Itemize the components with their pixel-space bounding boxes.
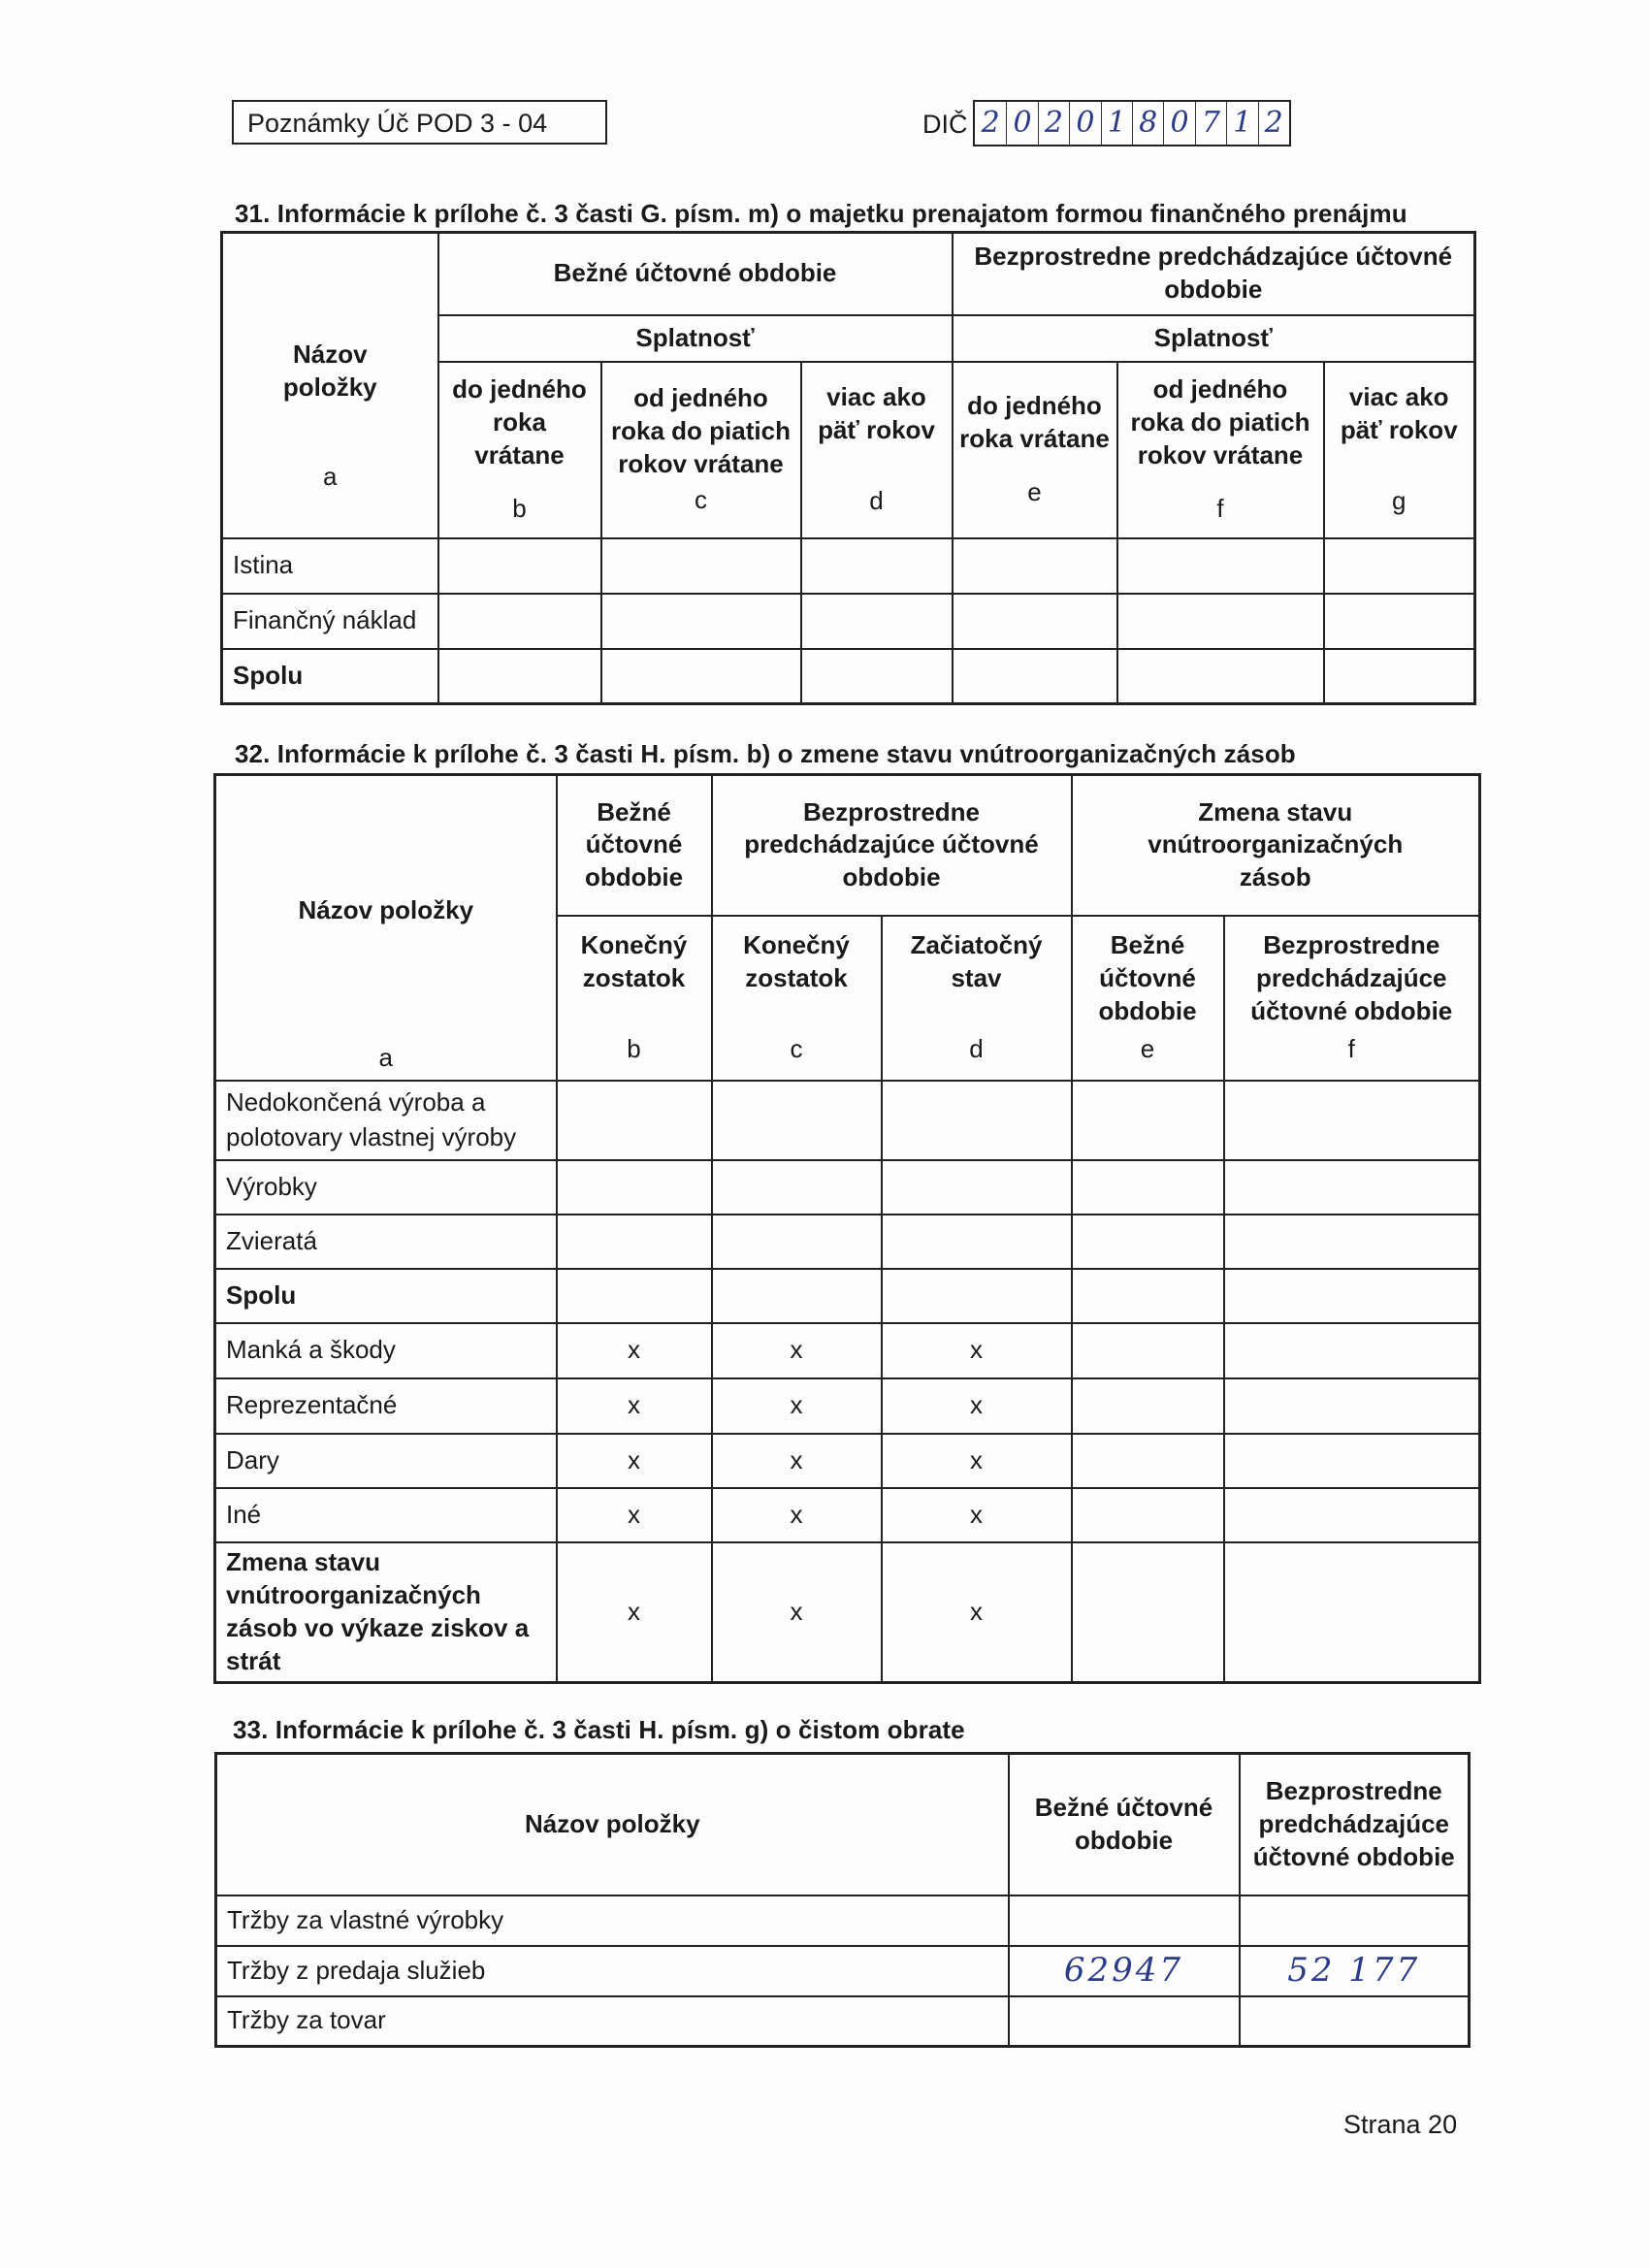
s31-letter-d: d	[869, 486, 884, 516]
table-cell: x	[712, 1323, 882, 1378]
table-cell	[438, 649, 601, 704]
s32-subcol-c	[712, 916, 882, 1081]
table-cell	[1224, 1434, 1480, 1488]
section-32-table	[213, 773, 1481, 1684]
table-cell	[1224, 1215, 1480, 1269]
s33-value-previous	[1240, 1895, 1470, 1946]
s33-col-previous: Bezprostredne predchádzajúce účtovné obdobie	[1240, 1754, 1470, 1895]
form-label: Poznámky Úč POD 3 - 04	[247, 109, 548, 138]
s31-letter-g: g	[1392, 486, 1406, 516]
s32-subcol-d	[882, 916, 1072, 1081]
s33-col-name: Názov položky	[216, 1754, 1009, 1895]
s31-subcol-g-label: viac ako päť rokov	[1340, 381, 1458, 444]
table-row	[215, 1269, 1480, 1323]
dic-digit: 2	[981, 106, 1000, 140]
table-cell: x	[882, 1488, 1072, 1542]
table-cell: x	[882, 1323, 1072, 1378]
s32-letter-c: c	[790, 1034, 803, 1064]
s31-subcol-c	[601, 362, 801, 538]
table-cell	[601, 538, 801, 594]
s32-subcol-b-label: Konečný zostatok	[580, 929, 688, 992]
table-cell	[953, 594, 1117, 649]
s31-subcol-d	[801, 362, 953, 538]
table-cell	[882, 1269, 1072, 1323]
page-number: Strana 20	[1343, 2110, 1458, 2139]
s32-row-label: Zmena stavu vnútroorganizačných zásob vo výkaze ziskov a strát	[215, 1542, 557, 1683]
table-row	[215, 1081, 1480, 1160]
table-cell: x	[557, 1434, 712, 1488]
s32-row-label: Dary	[215, 1434, 557, 1488]
table-cell: x	[712, 1378, 882, 1434]
table-cell	[882, 1160, 1072, 1215]
dic-digit: 2	[1258, 102, 1289, 145]
table-row	[222, 594, 1475, 649]
s31-subcol-f-label: od jedného roka do piatich rokov vrátane	[1130, 373, 1310, 470]
dic-digit: 0	[1069, 102, 1100, 145]
s31-subcol-b-label: do jedného roka vrátane	[452, 373, 587, 470]
s31-period-current: Bežné účtovné obdobie	[438, 233, 953, 315]
table-cell	[1072, 1323, 1224, 1378]
table-cell	[882, 1081, 1072, 1160]
table-cell	[557, 1269, 712, 1323]
table-cell	[1072, 1269, 1224, 1323]
s31-subcol-b	[438, 362, 601, 538]
s31-subcol-e	[953, 362, 1117, 538]
s31-letter-c: c	[695, 485, 707, 515]
table-cell	[601, 649, 801, 704]
s31-letter-f: f	[1216, 494, 1224, 524]
dic-digit: 0	[1006, 102, 1037, 145]
table-cell	[1224, 1323, 1480, 1378]
s33-value-current: 62947	[1009, 1946, 1240, 1996]
table-cell	[801, 594, 953, 649]
s32-letter-d: d	[969, 1034, 984, 1064]
s33-value-current	[1009, 1996, 1240, 2047]
table-cell	[1117, 594, 1324, 649]
table-row	[216, 1895, 1470, 1946]
s32-letter-a: a	[378, 1042, 393, 1072]
table-cell	[601, 594, 801, 649]
s32-subcol-f-label: Bezprostredne predchádzajúce účtovné obdobie	[1250, 929, 1453, 1025]
table-row	[215, 1488, 1480, 1542]
table-cell	[712, 1160, 882, 1215]
form-label-box	[232, 100, 607, 145]
table-row	[222, 538, 1475, 594]
s32-period-previous: Bezprostredne predchádzajúce účtovné obdobie	[712, 775, 1072, 916]
s31-col-name: Názov položky	[282, 340, 377, 402]
s32-letter-f: f	[1347, 1034, 1355, 1064]
s32-row-label: Zvieratá	[215, 1215, 557, 1269]
table-cell	[438, 594, 601, 649]
table-cell: x	[882, 1434, 1072, 1488]
table-cell	[1224, 1081, 1480, 1160]
s31-subcol-e-label: do jedného roka vrátane	[959, 390, 1110, 453]
table-cell: x	[557, 1542, 712, 1683]
s32-row-label: Iné	[215, 1488, 557, 1542]
table-cell	[953, 538, 1117, 594]
s32-row-label: Manká a škody	[215, 1323, 557, 1378]
s33-value-previous	[1240, 1996, 1470, 2047]
s31-maturity-previous: Splatnosť	[953, 315, 1475, 362]
s31-maturity-current: Splatnosť	[438, 315, 953, 362]
s32-letter-b: b	[627, 1034, 641, 1064]
dic-digit: 8	[1132, 102, 1163, 145]
dic-digit: 7	[1195, 102, 1226, 145]
s31-row-label: Istina	[222, 538, 438, 594]
table-row	[215, 1323, 1480, 1378]
section-31-table	[220, 231, 1476, 705]
table-cell	[1117, 538, 1324, 594]
table-cell: x	[557, 1378, 712, 1434]
s32-subcol-f	[1224, 916, 1480, 1081]
table-row	[215, 1434, 1480, 1488]
s33-value-current	[1009, 1895, 1240, 1946]
table-row	[215, 1160, 1480, 1215]
table-row	[222, 649, 1475, 704]
s32-row-label: Nedokončená výroba a polotovary vlastnej výroby	[215, 1081, 557, 1160]
table-cell	[1072, 1434, 1224, 1488]
section-33-table	[214, 1752, 1471, 2048]
dic-number-boxes	[973, 100, 1291, 146]
s31-period-previous: Bezprostredne predchádzajúce účtovné obdobie	[953, 233, 1475, 315]
table-cell	[953, 649, 1117, 704]
table-row	[216, 1996, 1470, 2047]
s31-letter-b: b	[512, 494, 527, 524]
table-cell	[1324, 594, 1475, 649]
s31-col-name-header	[222, 233, 438, 538]
table-cell	[1072, 1488, 1224, 1542]
table-cell	[557, 1081, 712, 1160]
table-row	[215, 1542, 1480, 1683]
table-cell	[712, 1269, 882, 1323]
s32-subcol-e	[1072, 916, 1224, 1081]
s31-letter-e: e	[1027, 477, 1042, 507]
s33-col-current: Bežné účtovné obdobie	[1009, 1754, 1240, 1895]
table-cell	[1072, 1215, 1224, 1269]
table-cell: x	[882, 1378, 1072, 1434]
table-cell	[1224, 1378, 1480, 1434]
s31-subcol-f	[1117, 362, 1324, 538]
s32-letter-e: e	[1140, 1034, 1155, 1064]
s32-subcol-e-label: Bežné účtovné obdobie	[1098, 929, 1197, 1025]
table-cell	[557, 1160, 712, 1215]
dic-digit: 0	[1163, 102, 1194, 145]
s33-value-previous: 52 177	[1240, 1946, 1470, 1996]
s32-subcol-c-label: Konečný zostatok	[743, 929, 850, 992]
table-cell	[712, 1215, 882, 1269]
table-cell	[1324, 649, 1475, 704]
section-33-title: 33. Informácie k prílohe č. 3 časti H. písm. g) o čistom obrate	[233, 1715, 965, 1744]
table-cell	[1224, 1542, 1480, 1683]
s32-subcol-b	[557, 916, 712, 1081]
s31-row-label: Finančný náklad	[222, 594, 438, 649]
table-row	[215, 1378, 1480, 1434]
section-31-title: 31. Informácie k prílohe č. 3 časti G. písm. m) o majetku prenajatom formou finančného prenájmu	[235, 199, 1407, 228]
table-cell	[1224, 1269, 1480, 1323]
table-cell	[882, 1215, 1072, 1269]
s31-subcol-d-label: viac ako päť rokov	[818, 381, 935, 444]
section-32-title: 32. Informácie k prílohe č. 3 časti H. písm. b) o zmene stavu vnútroorganizačných zásob	[235, 739, 1296, 768]
s32-row-label: Reprezentačné	[215, 1378, 557, 1434]
table-cell	[557, 1215, 712, 1269]
s32-row-label: Spolu	[215, 1269, 557, 1323]
dic-digit: 2	[1038, 102, 1069, 145]
table-cell	[438, 538, 601, 594]
s31-subcol-c-label: od jedného roka do piatich rokov vrátane	[611, 382, 791, 478]
table-row	[216, 1946, 1470, 1996]
table-cell	[1072, 1542, 1224, 1683]
s32-period-current: Bežné účtovné obdobie	[557, 775, 712, 916]
s32-col-name: Názov položky	[298, 895, 474, 924]
table-row	[215, 1215, 1480, 1269]
table-cell	[801, 538, 953, 594]
table-cell	[712, 1081, 882, 1160]
table-cell: x	[557, 1323, 712, 1378]
table-cell	[1224, 1160, 1480, 1215]
s32-row-label: Výrobky	[215, 1160, 557, 1215]
s32-subcol-d-label: Začiatočný stav	[910, 929, 1043, 992]
s31-row-label: Spolu	[222, 649, 438, 704]
s33-row-label: Tržby za vlastné výrobky	[216, 1895, 1009, 1946]
s32-change-header: Zmena stavu vnútroorganizačných zásob	[1072, 775, 1480, 916]
s31-subcol-g	[1324, 362, 1475, 538]
table-cell: x	[712, 1434, 882, 1488]
table-cell	[1072, 1160, 1224, 1215]
s31-letter-a: a	[323, 461, 338, 491]
table-cell	[1324, 538, 1475, 594]
table-cell: x	[882, 1542, 1072, 1683]
s33-row-label: Tržby za tovar	[216, 1996, 1009, 2047]
dic-digit: 1	[1101, 102, 1132, 145]
table-cell: x	[557, 1488, 712, 1542]
table-cell: x	[712, 1488, 882, 1542]
table-cell	[1072, 1378, 1224, 1434]
s33-row-label: Tržby z predaja služieb	[216, 1946, 1009, 1996]
table-cell	[1117, 649, 1324, 704]
dic-label: DIČ	[922, 110, 968, 139]
table-cell	[1224, 1488, 1480, 1542]
table-cell: x	[712, 1542, 882, 1683]
table-cell	[801, 649, 953, 704]
table-cell	[1072, 1081, 1224, 1160]
dic-digit: 1	[1226, 102, 1257, 145]
s32-col-name-header	[215, 775, 557, 1081]
